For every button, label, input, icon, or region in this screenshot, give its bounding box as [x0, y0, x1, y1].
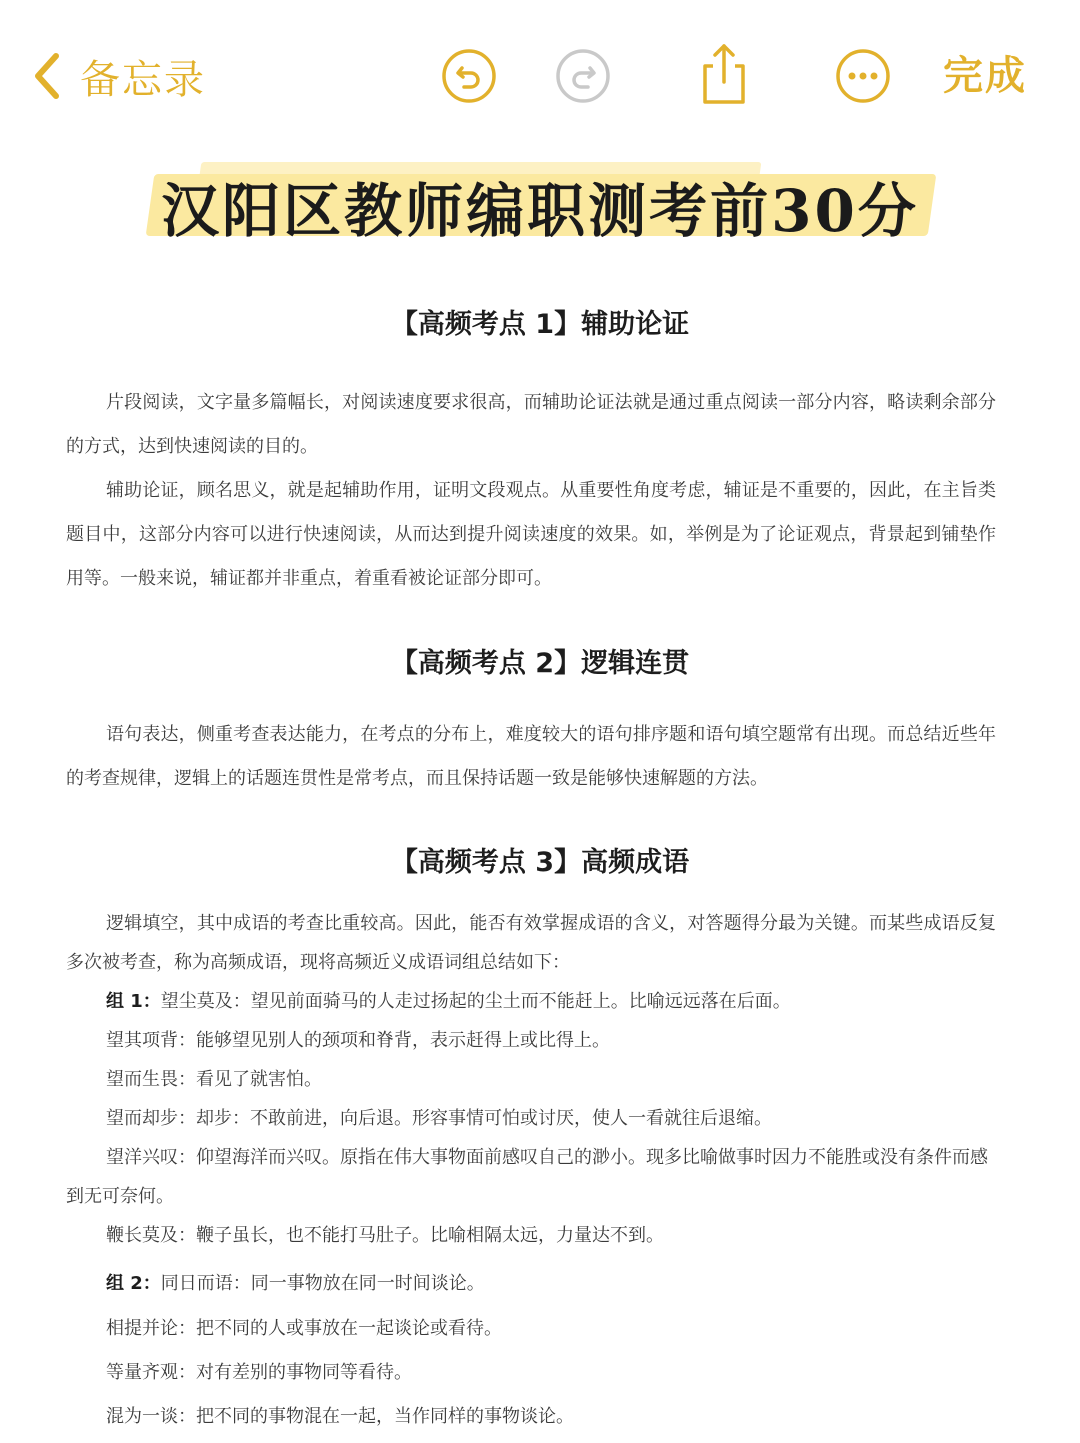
more-button[interactable]: [834, 47, 892, 105]
idiom-line: 望洋兴叹：仰望海洋而兴叹。原指在伟大事物面前感叹自己的渺小。现多比喻做事时因力不能胜或没有条件而感到无可奈何。: [66, 1147, 988, 1207]
note-title-area: [0, 150, 1080, 260]
idiom-line: 混为一谈：把不同的事物混在一起，当作同样的事物谈论。: [106, 1406, 574, 1427]
idiom-line: 鞭长莫及：鞭子虽长，也不能打马肚子。比喻相隔太远，力量达不到。: [106, 1225, 664, 1246]
group-label: 组 1：: [106, 991, 161, 1012]
share-icon: [695, 42, 753, 106]
section-1-paragraph-1: 片段阅读，文字量多篇幅长，对阅读速度要求很高，而辅助论证法就是通过重点阅读一部分内容，略读剩余部分的方式，达到快速阅读的目的。: [66, 392, 996, 457]
undo-icon: [440, 47, 498, 105]
idiom-line: 相提并论：把不同的人或事放在一起谈论或看待。: [106, 1318, 502, 1339]
section-heading-3: 【高频考点 3】高频成语: [390, 847, 690, 878]
chevron-left-icon: [30, 51, 64, 101]
idiom-line: 望而生畏：看见了就害怕。: [106, 1069, 322, 1090]
notes-toolbar: [0, 0, 1080, 150]
idiom-text: 同日而语：同一事物放在同一时间谈论。: [160, 1273, 485, 1294]
idiom-line: 望其项背：能够望见别人的颈项和脊背，表示赶得上或比得上。: [106, 1030, 610, 1051]
note-title[interactable]: 汉阳区教师编职测考前30分: [161, 177, 919, 245]
share-button[interactable]: [695, 42, 753, 100]
idiom-text: 望尘莫及：望见前面骑马的人走过扬起的尘土而不能赶上。比喻远远落在后面。: [160, 991, 791, 1012]
section-3-paragraph-1: 逻辑填空，其中成语的考查比重较高。因此，能否有效掌握成语的含义，对答题得分最为关键。而某些成语反复多次被考查，称为高频成语，现将高频近义成语词组总结如下：: [66, 913, 996, 973]
section-1-paragraph-2: 辅助论证，顾名思义，就是起辅助作用，证明文段观点。从重要性角度考虑，辅证是不重要的，因此，在主旨类题目中，这部分内容可以进行快速阅读，从而达到提升阅读速度的效果。如，举例是为了论证观点，背景起到铺垫作用等。一般来说，辅证都并非重点，着重看被论证部分即可。: [66, 480, 996, 589]
section-2-paragraph-1: 语句表达，侧重考查表达能力，在考点的分布上，难度较大的语句排序题和语句填空题常有出现。而总结近些年的考查规律，逻辑上的话题连贯性是常考点，而且保持话题一致是能够快速解题的方法。: [66, 724, 996, 789]
idiom-line: 望而却步：却步：不敢前进，向后退。形容事情可怕或讨厌，使人一看就往后退缩。: [106, 1108, 772, 1129]
idiom-line: [66, 982, 996, 1021]
undo-button[interactable]: [440, 47, 498, 105]
idiom-line: 等量齐观：对有差别的事物同等看待。: [106, 1362, 412, 1383]
idiom-line: [66, 1264, 996, 1303]
redo-button[interactable]: [554, 47, 612, 105]
back-label: 备忘录: [80, 56, 206, 103]
redo-icon: [554, 47, 612, 105]
back-button[interactable]: [30, 46, 206, 106]
section-heading-1: 【高频考点 1】辅助论证: [390, 309, 690, 340]
done-button[interactable]: 完成: [943, 53, 1027, 99]
section-heading-2: 【高频考点 2】逻辑连贯: [390, 648, 690, 679]
group-label: 组 2：: [106, 1273, 161, 1294]
more-icon: [834, 47, 892, 105]
